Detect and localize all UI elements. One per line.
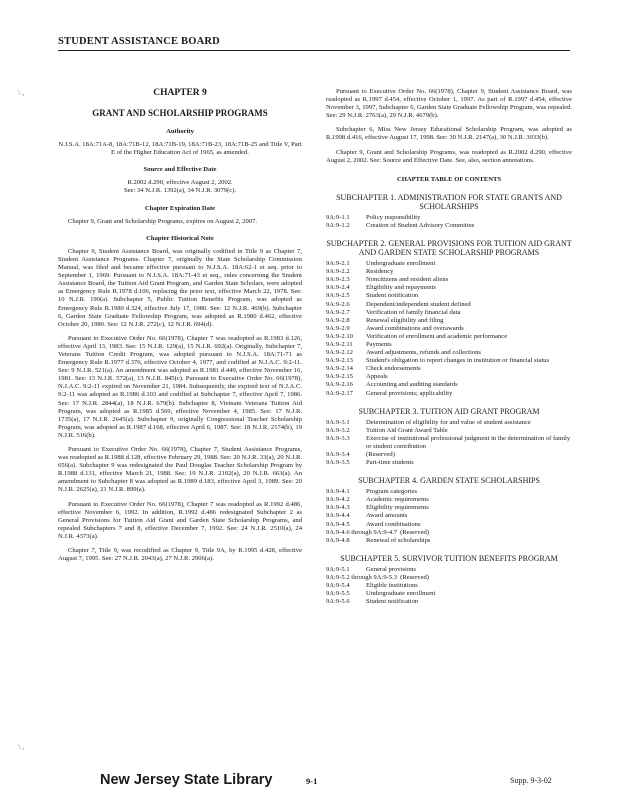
section-title: Eligible institutions	[366, 582, 418, 590]
expiration-text: Chapter 9, Grant and Scholarship Programs, expires on August 2, 2007.	[68, 217, 257, 225]
toc-title: CHAPTER TABLE OF CONTENTS	[396, 175, 502, 183]
section-number: 9A:9-3.1	[326, 418, 350, 426]
section-number: 9A:9-2.15	[326, 373, 353, 381]
section-title: Accounting and auditing standards	[366, 381, 458, 389]
expiration-heading: Chapter Expiration Date	[144, 204, 216, 212]
toc-entry	[326, 301, 572, 309]
toc-entry	[326, 373, 572, 381]
section-title: Undergraduate enrollment	[366, 590, 436, 598]
section-title: Renewal of scholarships	[366, 536, 431, 544]
toc-entry	[326, 512, 572, 520]
table-of-contents	[326, 193, 572, 606]
section-title: Appeals	[366, 373, 388, 381]
left-column	[58, 88, 302, 569]
section-title: Renewal eligibility and filing	[366, 316, 444, 324]
section-title: Award combinations and overawards	[366, 324, 464, 332]
toc-entry	[326, 214, 572, 222]
section-title: Student notification	[366, 598, 419, 606]
toc-entry	[326, 284, 572, 292]
section-number: 9A:9-4.4	[326, 512, 350, 520]
section-title: Part-time students	[366, 459, 414, 467]
margin-tick: \ ,	[18, 88, 25, 97]
toc-entry	[326, 349, 572, 357]
section-title: Verification of enrollment and academic performance	[366, 332, 508, 340]
section-number: 9A:9-2.6	[326, 300, 350, 308]
toc-entry	[326, 419, 572, 427]
toc-entry	[326, 292, 572, 300]
section-title: Dependent/independent student defined	[366, 300, 471, 308]
section-title: Eligibility requirements	[366, 504, 429, 512]
section-number: 9A:9-2.17	[326, 389, 353, 397]
history-paragraph: Chapter 9, Student Assistance Board, was originally codified in Title 9 as Chapter 7, Student Assistance Programs. Chapter 7, originally the State Scholarship Commission Manual, was filed and became effective pursuant to N.J.S.A. 18A:62-1 et seq. prior to September 1, 1969. Pursuant to N.J.S.A. 18A:71-43 et seq., rules concerning the Student Assistance Board, the Tuition Aid Grant Program, and Garden State Scholars, were adopted as Emergency Rule R.1978 d.106, replacing the prior text, effective March 22, 1978. See: 10 N.J.R. 190(a). Subchapter 5, Public Tuition Benefits Program, was adopted as Emergency Rule R.1980 d.324, effective July 17, 1980. See: 12 N.J.R. 469(b). Subchapter 6, Garden State Graduate Fellowship Program, was adopted as R.1980 d.462, effective October 20, 1980. See: 12 N.J.R. 272(c), 12 N.J.R. 694(d).	[58, 247, 302, 328]
right-column	[326, 88, 572, 606]
toc-entry	[326, 427, 572, 435]
toc-entry	[326, 357, 572, 365]
subchapter-heading: SUBCHAPTER 5. SURVIVOR TUITION BENEFITS PROGRAM	[340, 553, 558, 563]
toc-entry	[326, 488, 572, 496]
subchapter-heading: SUBCHAPTER 3. TUITION AID GRANT PROGRAM	[358, 406, 540, 416]
history-paragraph: Pursuant to Executive Order No. 66(1978), Chapter 7 was readopted as R.1983 d.126, effective April 13, 1983. See: 15 N.J.R. 129(a), 15 N.J.R. 692(a). Originally, Subchapter 7, Veterans Tuition Credit Program, was adopted pursuant to N.J.S.A. 18A:71-71 as Emergency Rule R.1977 d.376, effective October 4, 1977, and codified at N.J.A.C. 9:2-11. See: 9 N.J.R. 521(a). An amendment was adopted as R.1981 d.449, effective November 16, 1981. See: 13 N.J.R. 572(a), 13 N.J.R. 845(c). Pursuant to Executive Order No. 66(1978), N.J.A.C. 9:2-11 expired on November 21, 1984. Subsequently, the expired text of N.J.A.C. 9:2-11 was adopted as R.1986 d.103 and codified at Subchapter 7, effective April 7, 1986. See: 17 N.J.R. 2844(a), 18 N.J.R. 679(b). Subchapter 8, Vietnam Veterans Tuition Aid Program, was adopted as R.1985 d.569, effective November 4, 1985. See: 17 N.J.R. 1735(a), 17 N.J.R. 2645(a). Subchapter 9, originally Congressional Teacher Scholarship Program, was adopted as R.1987 d.168, effective April 6, 1987. See: 18 N.J.R. 2174(b), 19 N.J.R. 516(b).	[58, 334, 302, 439]
toc-entry	[326, 341, 572, 349]
subchapter-heading: SUBCHAPTER 2. GENERAL PROVISIONS FOR TUITION AID GRANT AND GARDEN STATE SCHOLARSHIP PROGRAMS	[326, 239, 572, 258]
section-number: 9A:9-1.2	[326, 221, 350, 229]
toc-entry	[326, 598, 572, 606]
toc-entry	[326, 582, 572, 590]
section-title: (Reserved)	[366, 451, 395, 458]
chapter-title: CHAPTER 9	[153, 88, 207, 98]
toc-entry	[326, 566, 572, 574]
section-number: 9A:9-3.2	[326, 426, 350, 434]
section-title: Determination of eligibility for and value of student assistance	[366, 418, 531, 426]
section-number: 9A:9-2.3	[326, 276, 350, 284]
section-title: Student notification	[366, 292, 419, 300]
section-title: Payments	[366, 340, 392, 348]
section-number: 9A:9-2.10	[326, 332, 353, 340]
section-number: 9A:9-2.4	[326, 284, 350, 292]
history-paragraph: Pursuant to Executive Order No. 66(1978), Chapter 7, Student Assistance Programs, was readopted as R.1988 d.128, effective February 29, 1988. See: 20 N.J.R. 33(a), 20 N.J.R. 656(a). Subchapter 9 was redesignated the Paul Douglas Teacher Scholarship Program by R.1988 d.131, effective March 21, 1988. See: 19 N.J.R. 2102(a), 20 N.J.R. 663(a). An amendment to Subchapter 8 was adopted as R.1989 d.183, effective April 3, 1989. See: 20 N.J.R. 2625(a), 21 N.J.R. 899(a).	[58, 446, 302, 494]
section-title: Policy responsibility	[366, 213, 421, 221]
toc-entry	[326, 590, 572, 598]
section-title: General provisions	[366, 565, 416, 573]
history-heading: Chapter Historical Note	[146, 234, 214, 242]
section-number: 9A:9-2.13	[326, 357, 353, 365]
section-title: Verification of family financial data	[366, 308, 461, 316]
section-number: 9A:9-2.2	[326, 268, 350, 276]
section-title: Award combinations	[366, 520, 421, 528]
toc-entry	[326, 260, 572, 268]
section-number: 9A:9-2.7	[326, 308, 350, 316]
section-title: (Reserved)	[400, 573, 429, 581]
toc-entry	[326, 325, 572, 333]
section-number: 9A:9-2.16	[326, 381, 353, 389]
section-title: Eligibility and repayments	[366, 284, 436, 292]
section-number: 9A:9-4.6 through 9A:9-4.7	[326, 528, 398, 536]
section-number: 9A:9-4.5	[326, 520, 350, 528]
section-number: 9A:9-2.14	[326, 365, 353, 373]
section-title: Exercise of institutional professional judgment in the determination of family or student contribution	[366, 434, 571, 450]
section-number: 9A:9-5.4	[326, 582, 350, 590]
history-paragraph: Pursuant to Executive Order No. 66(1978), Chapter 7 was readopted as R.1992 d.486, effective November 6, 1992. In addition, R.1992 d.486 redesignated Subchapter 2 as General Provisions for Tuition Aid Grant and Garden State Scholarship Programs, and repealed Subchapters 7 and 8, effective December 7, 1992. See: 24 N.J.R. 2510(a), 24 N.J.R. 4373(a).	[58, 500, 302, 540]
history-paragraph: Chapter 7, Title 9, was recodified as Chapter 9, Title 9A, by R.1995 d.428, effective August 7, 1995. See: 27 N.J.R. 2043(a), 27 N.J.R. 2906(a).	[58, 547, 302, 563]
section-number: 9A:9-5.1	[326, 565, 350, 573]
section-number: 9A:9-4.3	[326, 504, 350, 512]
section-title: Program categories	[366, 488, 418, 496]
section-number: 9A:9-5.5	[326, 590, 350, 598]
history-paragraph: Chapter 9, Grant and Scholarship Programs, was readopted as R.2002 d.290, effective August 2, 2002. See: Source and Effective Date. See, also, section annotations.	[326, 148, 572, 164]
section-number: 9A:9-4.1	[326, 488, 350, 496]
page-number: 9-1	[306, 776, 318, 786]
section-title: Award amounts	[366, 512, 408, 520]
section-title: Noncitizens and resident aliens	[366, 276, 449, 284]
history-paragraph: Pursuant to Executive Order No. 66(1978), Chapter 9, Student Assistance Board, was readopted as R.1997 d.454, effective October 1, 1997. As part of R.1997 d.454, effective November 3, 1997, Subchapter 6, Garden State Graduate Fellowship Program, was repealed. See: 29 N.J.R. 2763(a), 29 N.J.R. 4679(b).	[326, 88, 572, 120]
history-paragraph: Subchapter 6, Miss New Jersey Educational Scholarship Program, was adopted as R.1998 d.416, effective August 17, 1998. See: 30 N.J.R. 2147(a), 30 N.J.R. 3033(b).	[326, 126, 572, 142]
section-number: 9A:9-5.2 through 9A:9-5.3	[326, 573, 398, 581]
authority-text: N.J.S.A. 18A:71A-8, 18A:71B-12, 18A:71B-19, 18A:71B-23, 18A:71B-25 and Title V, Part E of the Higher Education Act of 1965, as amended.	[58, 141, 302, 157]
toc-entry	[326, 381, 572, 389]
section-number: 9A:9-2.8	[326, 316, 350, 324]
toc-entry	[326, 365, 572, 373]
source-heading: Source and Effective Date	[143, 166, 217, 174]
supplement-date: Supp. 9-3-02	[510, 776, 552, 785]
subchapter-heading: SUBCHAPTER 1. ADMINISTRATION FOR STATE GRANTS AND SCHOLARSHIPS	[336, 192, 562, 211]
section-title: General provisions; applicability	[366, 389, 453, 397]
section-number: 9A:9-2.9	[326, 324, 350, 332]
toc-entry	[326, 504, 572, 512]
section-number: 9A:9-4.8	[326, 536, 350, 544]
section-title: Award adjustments, refunds and collections	[366, 349, 481, 357]
toc-entry	[326, 435, 572, 451]
section-title: Undergraduate enrollment	[366, 260, 436, 268]
section-title: Check endorsements	[366, 365, 421, 373]
toc-entry	[326, 451, 572, 459]
section-number: 9A:9-4.2	[326, 496, 350, 504]
toc-entry	[326, 521, 572, 529]
section-number: 9A:9-3.5	[326, 459, 350, 467]
section-number: 9A:9-3.3	[326, 434, 350, 442]
toc-entry	[326, 529, 572, 537]
toc-entry	[326, 574, 572, 582]
library-name: New Jersey State Library	[100, 772, 273, 788]
toc-entry	[326, 333, 572, 341]
section-title: Tuition Aid Grant Award Table	[366, 426, 448, 434]
section-number: 9A:9-3.4	[326, 451, 350, 458]
header-rule	[58, 50, 570, 51]
toc-entry	[326, 222, 572, 230]
source-line: See: 34 N.J.R. 1392(a), 34 N.J.R. 3079(c).	[123, 187, 237, 195]
running-header: STUDENT ASSISTANCE BOARD	[58, 36, 220, 47]
section-title: Academic requirements	[366, 496, 429, 504]
toc-entry	[326, 276, 572, 284]
toc-entry	[326, 537, 572, 545]
toc-entry	[326, 390, 572, 398]
authority-heading: Authority	[166, 128, 194, 135]
section-title: Creation of Student Advisory Committee	[366, 221, 475, 229]
toc-entry	[326, 317, 572, 325]
section-title: Student's obligation to report changes in institution or financial status	[366, 357, 550, 365]
source-line: R.2002 d.290, effective August 2, 2002.	[127, 179, 233, 187]
subchapter-heading: SUBCHAPTER 4. GARDEN STATE SCHOLARSHIPS	[358, 476, 540, 486]
section-title: (Reserved)	[400, 528, 429, 536]
section-number: 9A:9-2.12	[326, 349, 353, 357]
section-number: 9A:9-1.1	[326, 213, 350, 221]
section-number: 9A:9-2.11	[326, 340, 353, 348]
margin-tick: \ ,	[18, 742, 25, 751]
section-number: 9A:9-2.5	[326, 292, 350, 300]
toc-entry	[326, 268, 572, 276]
toc-entry	[326, 496, 572, 504]
section-number: 9A:9-2.1	[326, 260, 350, 268]
section-title: Residency	[366, 268, 394, 276]
toc-entry	[326, 459, 572, 467]
toc-entry	[326, 309, 572, 317]
section-number: 9A:9-5.6	[326, 598, 350, 606]
chapter-name: GRANT AND SCHOLARSHIP PROGRAMS	[92, 108, 268, 118]
